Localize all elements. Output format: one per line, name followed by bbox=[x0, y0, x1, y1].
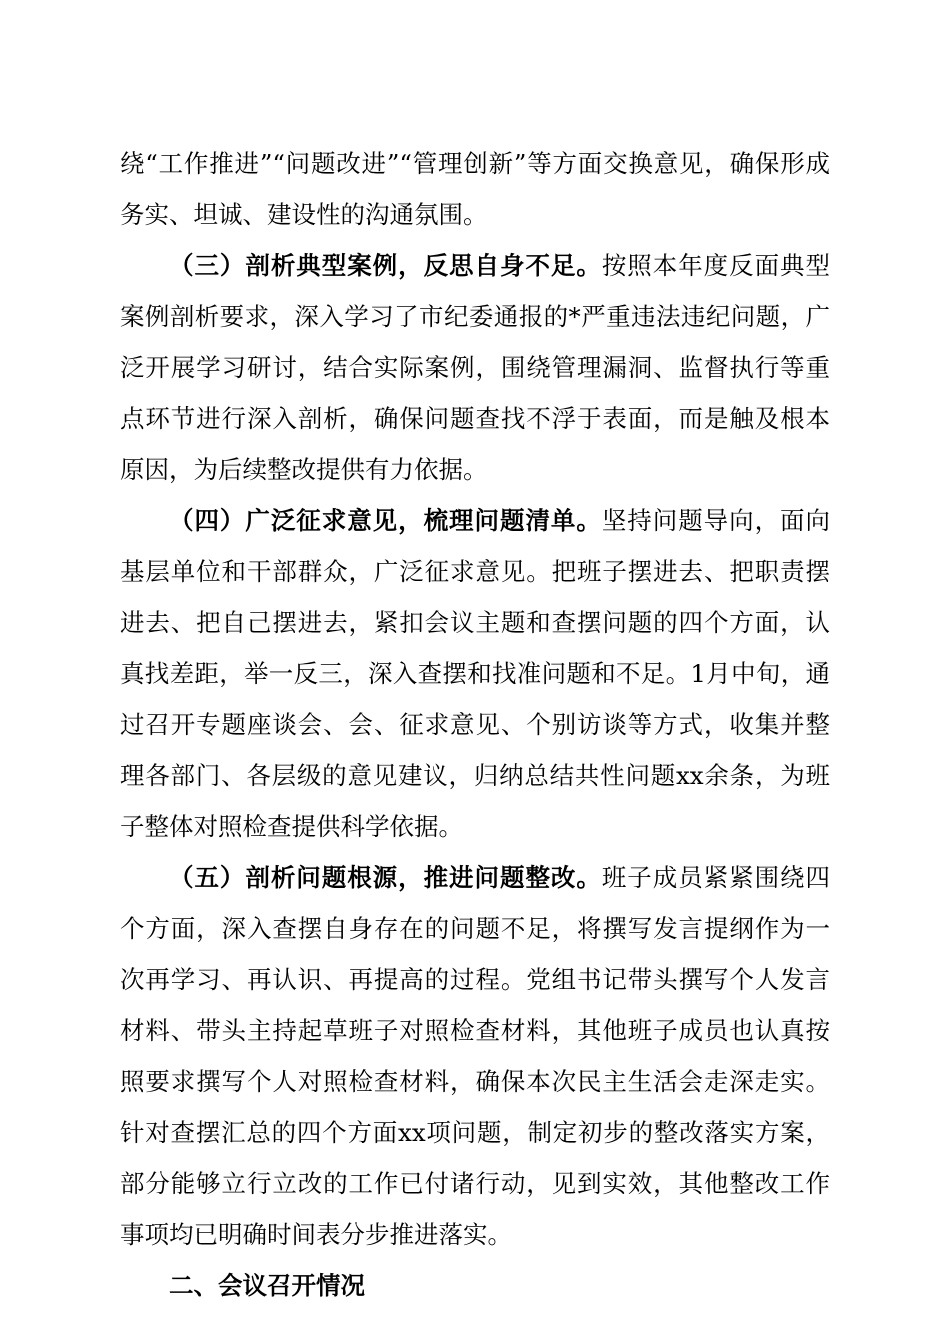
section-heading: 二、会议召开情况 bbox=[169, 1271, 365, 1300]
section-3-text: 按照本年度反面典型案例剖析要求，深入学习了市纪委通报的*严重违法违纪问题，广泛开展学习研讨，结合实际案例，围绕管理漏洞、监督执行等重点环节进行深入剖析，确保问题查找不浮于表面，而是触及根本原因，为后续整改提供有力依据。 bbox=[120, 251, 831, 484]
document-body bbox=[120, 138, 830, 1311]
paragraph-section-5 bbox=[120, 852, 830, 1260]
paragraph-text: 绕“工作推进”“问题改进”“管理创新”等方面交换意见，确保形成务实、坦诚、建设性的沟通氛围。 bbox=[120, 149, 830, 229]
section-3-lead: （三）剖析典型案例，反思自身不足。 bbox=[169, 251, 602, 280]
paragraph-continuation bbox=[120, 138, 830, 240]
section-5-text: 班子成员紧紧围绕四个方面，深入查摆自身存在的问题不足，将撰写发言提纲作为一次再学习、再认识、再提高的过程。党组书记带头撰写个人发言材料、带头主持起草班子对照检查材料，其他班子成员也认真按照要求撰写个人对照检查材料，确保本次民主生活会走深走实。针对查摆汇总的四个方面xx项问题，制定初步的整改落实方案，部分能够立行立改的工作已付诸行动，见到实效，其他整改工作事项均已明确时间表分步推进落实。 bbox=[120, 863, 831, 1249]
paragraph-section-3 bbox=[120, 240, 830, 495]
section-5-lead: （五）剖析问题根源，推进问题整改。 bbox=[169, 863, 602, 892]
paragraph-section-4 bbox=[120, 495, 830, 852]
section-4-text: 坚持问题导向，面向基层单位和干部群众，广泛征求意见。把班子摆进去、把职责摆进去、把自己摆进去，紧扣会议主题和查摆问题的四个方面，认真找差距，举一反三，深入查摆和找准问题和不足。1月中旬，通过召开专题座谈会、会、征求意见、个别访谈等方式，收集并整理各部门、各层级的意见建议，归纳总结共性问题xx余条，为班子整体对照检查提供科学依据。 bbox=[120, 506, 831, 841]
section-4-lead: （四）广泛征求意见，梳理问题清单。 bbox=[169, 506, 602, 535]
